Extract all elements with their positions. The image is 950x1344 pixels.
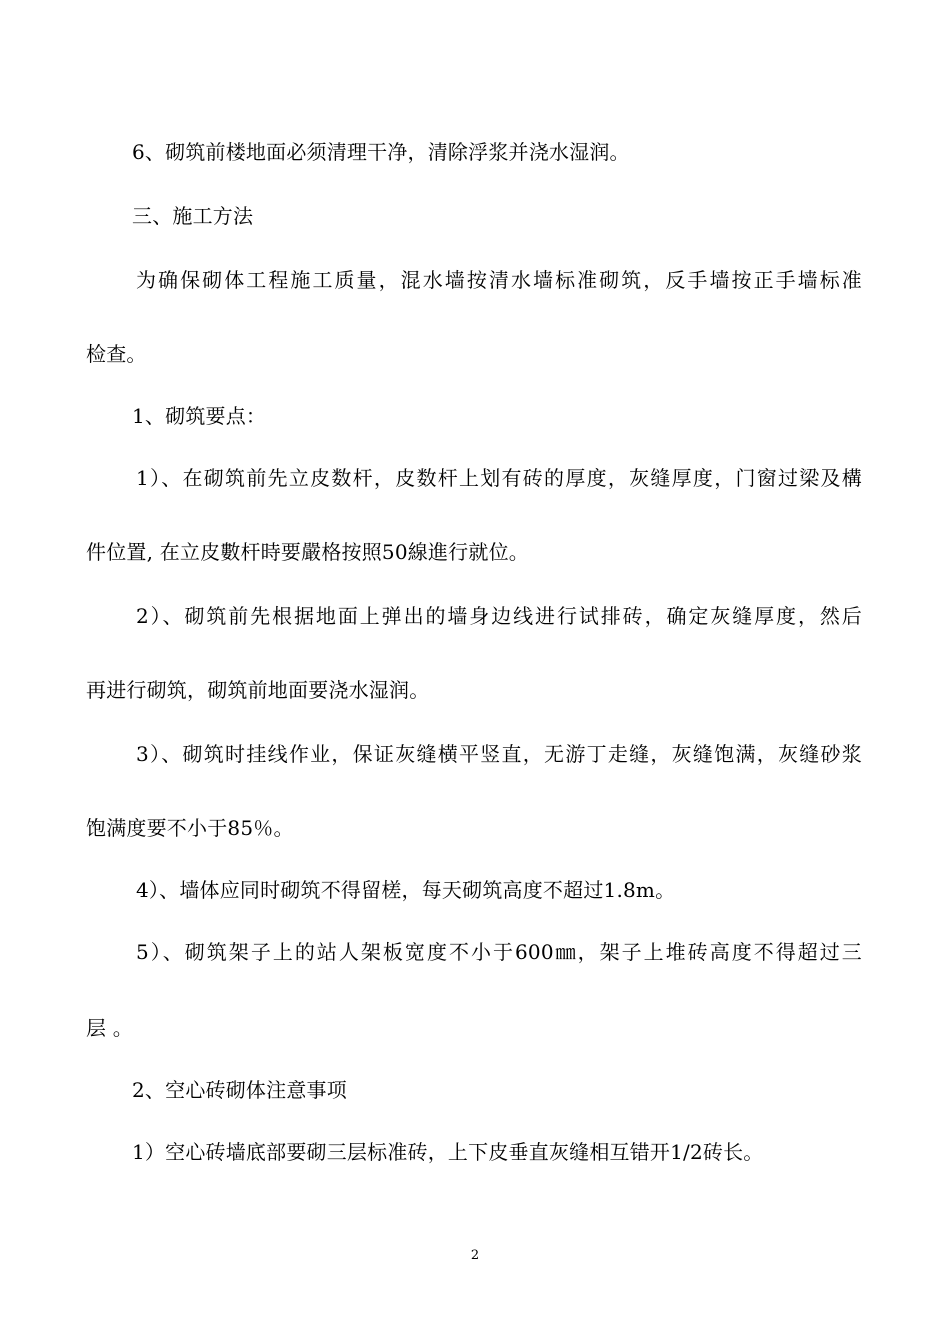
- paragraph-line-14: 层 。: [86, 1016, 133, 1040]
- paragraph-line-7: 件位置, 在立皮數杆時要嚴格按照50線進行就位。: [86, 540, 529, 564]
- section-heading-construction-method: 三、施工方法: [132, 204, 254, 228]
- paragraph-line-3: 为确保砌体工程施工质量，混水墙按清水墙标准砌筑，反手墙按正手墙标准: [136, 268, 862, 292]
- subheading-hollow-brick-notes: 2、空心砖砌体注意事项: [132, 1078, 347, 1102]
- paragraph-line-13: 5）、砌筑架子上的站人架板宽度不小于600㎜，架子上堆砖高度不得超过三: [136, 940, 862, 964]
- paragraph-line-4: 检查。: [86, 342, 147, 366]
- paragraph-line-6: 1）、在砌筑前先立皮数杆，皮数杆上划有砖的厚度，灰缝厚度，门窗过梁及構: [136, 466, 862, 490]
- paragraph-line-11: 饱满度要不小于85％。: [86, 816, 294, 840]
- page-number: 2: [470, 1248, 480, 1263]
- paragraph-line-8: 2）、砌筑前先根据地面上弹出的墙身边线进行试排砖，确定灰缝厚度，然后: [136, 604, 862, 628]
- paragraph-line-10: 3）、砌筑时挂线作业，保证灰缝横平竖直，无游丁走缝，灰缝饱满，灰缝砂浆: [136, 742, 862, 766]
- paragraph-line-12: 4）、墙体应同时砌筑不得留槎，每天砌筑高度不超过1.8m。: [136, 878, 676, 902]
- paragraph-line-1: 6、砌筑前楼地面必须清理干净，清除浮浆并浇水湿润。: [132, 140, 630, 164]
- subheading-masonry-points: 1、砌筑要点：: [132, 404, 267, 428]
- paragraph-line-9: 再进行砌筑，砌筑前地面要浇水湿润。: [86, 678, 430, 702]
- paragraph-line-16: 1）空心砖墙底部要砌三层标准砖，上下皮垂直灰缝相互错开1/2砖长。: [132, 1140, 764, 1164]
